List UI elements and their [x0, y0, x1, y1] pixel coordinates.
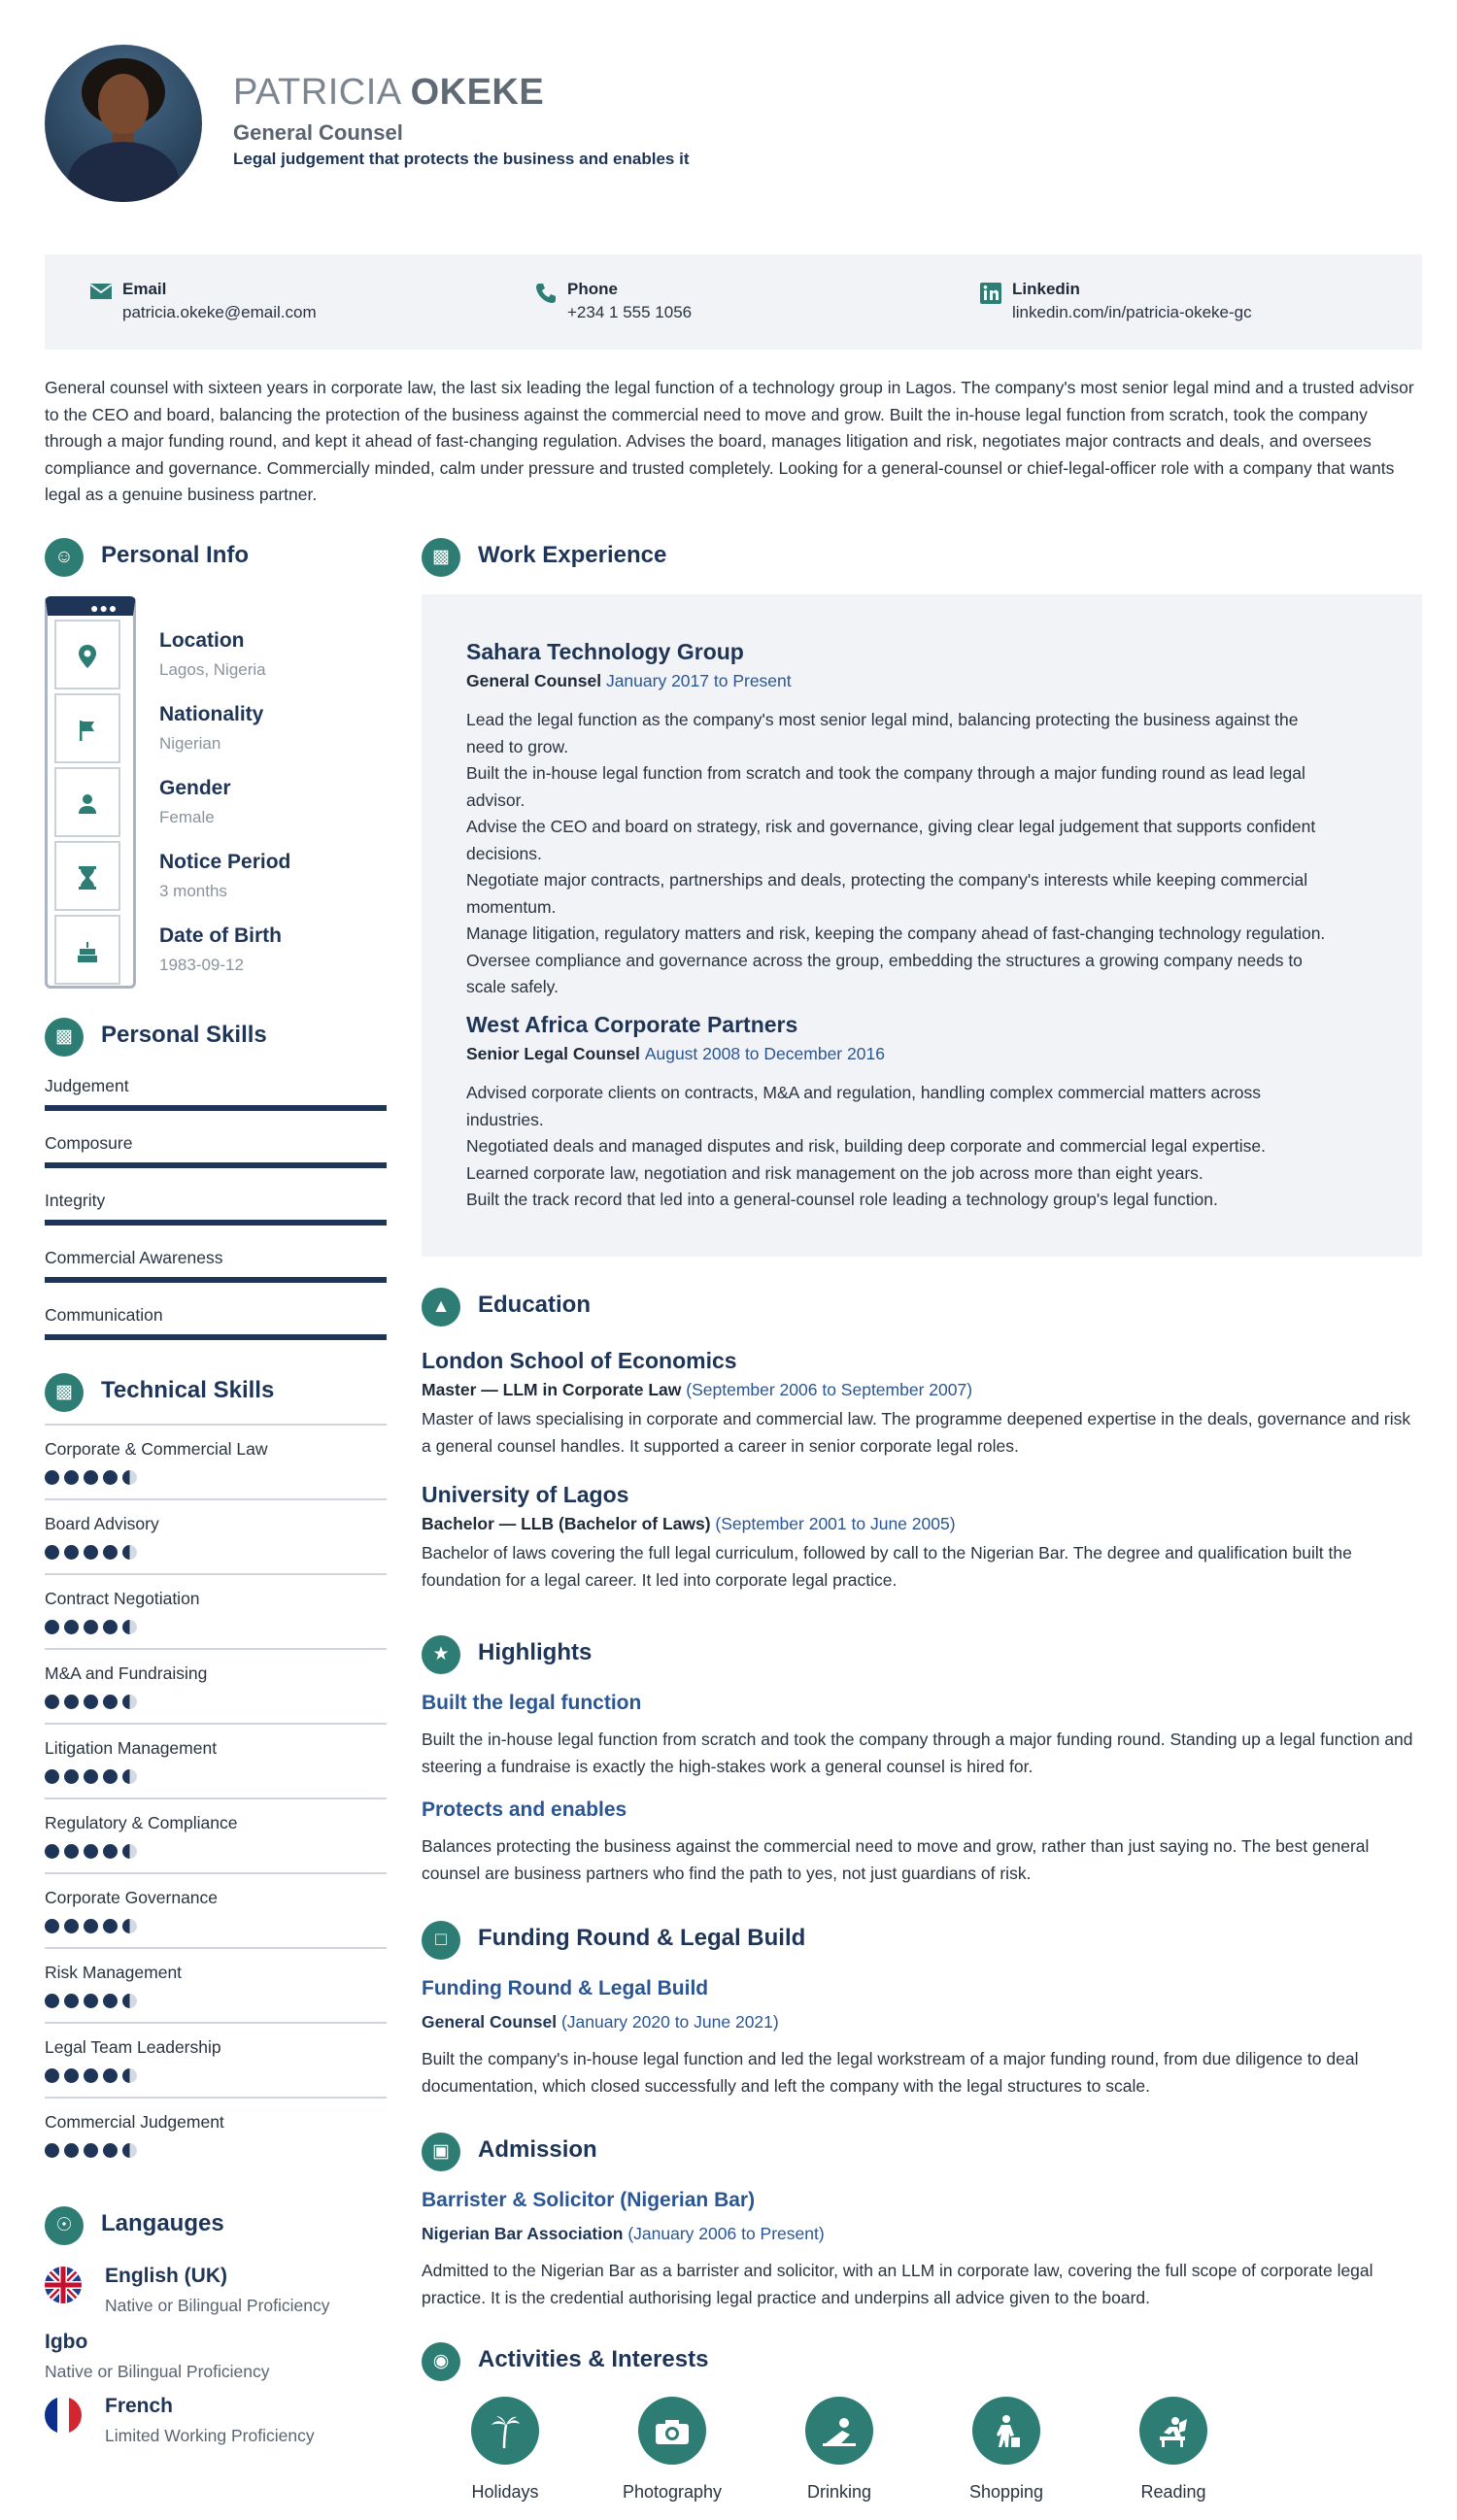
rating-dot: [103, 1620, 118, 1634]
rating-dot: [45, 1545, 59, 1560]
rating-dot: [103, 2068, 118, 2083]
profile-photo: [45, 45, 202, 202]
personal-skill-label: Judgement: [45, 1076, 129, 1095]
job-line: Advise the CEO and board on strategy, risk and governance, giving clear legal judgement that supports confident: [466, 817, 1316, 836]
highlight-protects-enables: Protects and enables Balances protecting the business against the commercial need to move and grow, rather than just saying no. The best general counsel are business partners who find the path to yes, not just guardians of risk.: [422, 1798, 1370, 1883]
rating-dot: [103, 1919, 118, 1933]
info-notice-period: Notice Period 3 months: [45, 841, 375, 915]
skill-level-fill: [45, 1220, 387, 1226]
education-lse: London School of Economics Master — LLM in Corporate Law (September 2006 to September 2007) Master of laws specialising in corporate and commercial law. The programme deepened expertise in the deals, governance and risk a general counsel handles. It supported a career in senior corporate legal roles.: [422, 1348, 1411, 1456]
job-line: Manage litigation, regulatory matters and risk, keeping the company ahead of fast-changing technology regulation.: [466, 924, 1326, 943]
rating-dot: [84, 1769, 98, 1784]
technical-skill: [45, 1947, 387, 2022]
skill-level-bar: [45, 1220, 387, 1226]
personal-skill: [45, 1248, 387, 1304]
technical-skill: [45, 1723, 387, 1798]
rating-dot: [84, 1844, 98, 1859]
technical-skill: [45, 1498, 387, 1573]
technical-skill-label: Board Advisory: [45, 1514, 159, 1533]
info-nationality: Nationality Nigerian: [45, 693, 375, 767]
job-line: scale safely.: [466, 977, 559, 996]
skill-level-bar: [45, 1105, 387, 1111]
uk-flag-icon: [45, 2267, 82, 2303]
technical-skill-label: Litigation Management: [45, 1738, 218, 1758]
personal-skill-label: Composure: [45, 1133, 133, 1153]
rating-dot: [64, 2068, 79, 2083]
personal-skill: [45, 1076, 387, 1132]
technical-skill-label: Risk Management: [45, 1963, 183, 1982]
rating-dot: [84, 1545, 98, 1560]
language-igbo: Igbo Native or Bilingual Proficiency: [45, 2331, 270, 2381]
rating-dot: [103, 1470, 118, 1485]
reading-icon: [1139, 2397, 1207, 2465]
job-line: Negotiated deals and managed disputes and risk, building deep corporate and commercial legal expertise.: [466, 1136, 1267, 1156]
flag-icon: [54, 693, 120, 763]
rating-dot: [45, 1620, 59, 1634]
rating-dot: [64, 1470, 79, 1485]
rating-dot: [45, 1769, 59, 1784]
job-line: Oversee compliance and governance across the group, embedding the structures a growing company needs to: [466, 950, 1303, 970]
personal-skill-label: Commercial Awareness: [45, 1248, 223, 1267]
rating-dot: [103, 1545, 118, 1560]
tagline: Legal judgement that protects the business and enables it: [233, 150, 690, 168]
rating-dot: [84, 1620, 98, 1634]
technical-skill: [45, 1573, 387, 1648]
id-badge-icon: ☺: [45, 538, 84, 577]
info-location: Location Lagos, Nigeria: [45, 620, 375, 693]
technical-skill-label: Commercial Judgement: [45, 2112, 224, 2132]
technical-skill-label: Corporate Governance: [45, 1888, 219, 1907]
id-card-icon: ▣: [422, 2133, 460, 2171]
phone-link[interactable]: +234 1 555 1056: [567, 303, 693, 321]
rating-dot: [84, 2143, 98, 2158]
person-icon: [54, 767, 120, 837]
skill-level-fill: [45, 1105, 387, 1111]
job-line: advisor.: [466, 790, 525, 810]
rating-dot: [64, 1919, 79, 1933]
job-sahara: Sahara Technology Group General Counsel January 2017 to Present Lead the legal function as the company's most senior legal mind, balancing protecting the business against the need to grow. Built the in-house legal function from scratch and took the company through a major funding round as lead legal advisor. Advise the CEO and board on strategy, risk and governance, giving clear legal judgement that supports confident decisions. Negotiate major contracts, partnerships and deals, protecting the company's interests while keeping commercial momentum. Manage litigation, regulatory matters and risk, keeping the company ahead of fast-changing technology regulation. Oversee compliance and governance across the group, embedding the structures a growing company needs to scale safely.: [466, 639, 1389, 1001]
phone-icon: [534, 282, 558, 305]
personal-info-list: ●●● Location Lagos, Nigeria Nationality Nigerian Gender Female Notice Period 3 months Date of Birth 1983-09-12: [45, 596, 375, 989]
rating-dot: [84, 1919, 98, 1933]
rating-dot: [45, 2143, 59, 2158]
skill-level-bar: [45, 1162, 387, 1168]
rating-dot: [103, 1769, 118, 1784]
rating-dot: [45, 1695, 59, 1709]
palm-tree-icon: [471, 2397, 539, 2465]
id-badge-icon: ▩: [45, 1018, 84, 1057]
rating-dot: [122, 2068, 137, 2083]
work-experience-panel: [422, 594, 1422, 1257]
job-line: momentum.: [466, 896, 557, 917]
personal-skill: [45, 1305, 387, 1361]
palette-icon: ◉: [422, 2342, 460, 2381]
pin-icon: [54, 620, 120, 689]
globe-icon: ☉: [45, 2206, 84, 2245]
project-funding-round: Funding Round & Legal Build General Counsel (January 2020 to June 2021) Built the company's in-house legal function and led the legal workstream of a major funding round, from due diligence to deal documentation, which closed successfully and left the company with the legal structures to scale.: [422, 1977, 1359, 2096]
cake-icon: [54, 915, 120, 985]
job-west-africa: West Africa Corporate Partners Senior Legal Counsel August 2008 to December 2016 Advised corporate clients on contracts, M&A and regulation, handling complex commercial matters across industries. Negotiated deals and managed disputes and risk, building deep corporate and commercial legal expertise. Learned corporate law, negotiation and risk management on the job across more than eight years. Built the track record that led into a general-counsel role leading a technology group's legal function.: [466, 1012, 1389, 1214]
job-title: General Counsel: [233, 120, 403, 145]
hourglass-icon: [54, 841, 120, 911]
personal-skill: [45, 1191, 387, 1247]
technical-skill-label: M&A and Fundraising: [45, 1663, 208, 1683]
rating-dot: [84, 2068, 98, 2083]
star-badge-icon: ★: [422, 1635, 460, 1674]
mail-icon: [89, 282, 113, 305]
rating-dot: [45, 2068, 59, 2083]
technical-skill: [45, 1424, 387, 1498]
email-link[interactable]: patricia.okeke@email.com: [122, 303, 317, 321]
contact-bar: Email patricia.okeke@email.com Phone +234 1 555 1056 Linkedin linkedin.com/in/patricia-okeke-gc: [45, 254, 1422, 350]
rating-dot: [45, 1844, 59, 1859]
technical-skill: [45, 2022, 387, 2097]
rating-dot: [103, 1994, 118, 2008]
rating-dot: [103, 1844, 118, 1859]
technical-skill: [45, 1648, 387, 1723]
technical-skill-label: Regulatory & Compliance: [45, 1813, 238, 1832]
technical-skill: [45, 1798, 387, 1872]
id-badge-icon: ▩: [45, 1373, 84, 1412]
job-line: Lead the legal function as the company's most senior legal mind, balancing protecting the business against the: [466, 710, 1299, 729]
rating-dot: [45, 1919, 59, 1933]
drink-icon: [805, 2397, 873, 2465]
folder-icon: □: [422, 1921, 460, 1960]
rating-dot: [64, 1620, 79, 1634]
rating-dot: [64, 1545, 79, 1560]
linkedin-link[interactable]: linkedin.com/in/patricia-okeke-gc: [1012, 303, 1252, 321]
job-line: Built the track record that led into a general-counsel role leading a technology group's legal function.: [466, 1190, 1218, 1209]
rating-dot: [84, 1695, 98, 1709]
skill-level-fill: [45, 1334, 387, 1340]
rating-dot: [103, 1695, 118, 1709]
rating-dot: [122, 1620, 137, 1634]
profile-summary: General counsel with sixteen years in corporate law, the last six leading the legal function of a technology group in Lagos. The company's most senior legal mind and a trusted advisor to the CEO and board, balancing the protection of the business against the commercial need to move and grow. Built the in-house legal function from scratch, took the company through a major funding round, and kept it ahead of fast-changing regulation. Advises the board, manages litigation and risk, negotiates major contracts and deals, and oversees compliance and governance. Commercially minded, calm under pressure and trusted completely. Looking for a general-counsel or chief-legal-officer role with a company that wants legal as a genuine business partner.: [45, 378, 1414, 504]
job-line: Learned corporate law, negotiation and risk management on the job across more than eight years.: [466, 1162, 1203, 1183]
shopping-icon: [972, 2397, 1040, 2465]
rating-dot: [45, 1470, 59, 1485]
technical-skill-label: Corporate & Commercial Law: [45, 1439, 268, 1459]
rating-dot: [122, 1844, 137, 1859]
rating-dot: [122, 1994, 137, 2008]
technical-skill-label: Legal Team Leadership: [45, 2037, 221, 2057]
rating-dot: [122, 1769, 137, 1784]
rating-dot: [122, 2143, 137, 2158]
highlight-legal-function: Built the legal function Built the in-house legal function from scratch and took the company through a major funding round. Standing up a legal function and steering a fundraise is exactly the high-stakes work a general counsel is hired for.: [422, 1692, 1413, 1776]
rating-dot: [122, 1470, 137, 1485]
full-name: PATRICIA OKEKE: [233, 72, 545, 113]
technical-skill-label: Contract Negotiation: [45, 1589, 200, 1608]
rating-dot: [64, 1844, 79, 1859]
rating-dot: [84, 1470, 98, 1485]
job-line: Built the in-house legal function from scratch and took the company through a major funding round as lead legal: [466, 763, 1305, 783]
linkedin-icon: [979, 282, 1002, 305]
job-line: Advised corporate clients on contracts, M&A and regulation, handling complex commercial matters across: [466, 1083, 1262, 1102]
resume-header: [45, 45, 1405, 205]
language-english: English (UK) Native or Bilingual Proficiency: [45, 2265, 387, 2327]
skill-level-fill: [45, 1162, 387, 1168]
language-french: French Limited Working Proficiency: [45, 2395, 387, 2453]
briefcase-icon: ▩: [422, 538, 460, 577]
skill-level-bar: [45, 1277, 387, 1283]
rating-dot: [64, 1769, 79, 1784]
rating-dot: [45, 1994, 59, 2008]
france-flag-icon: [45, 2397, 82, 2434]
education-unilag: University of Lagos Bachelor — LLB (Bachelor of Laws) (September 2001 to June 2005) Bachelor of laws covering the full legal curriculum, followed by call to the Nigerian Bar. The degree and qualification built the foundation for a legal career. It led into corporate legal practice.: [422, 1482, 1352, 1590]
rating-dot: [103, 2143, 118, 2158]
personal-skill: [45, 1133, 387, 1190]
info-date-of-birth: Date of Birth 1983-09-12: [45, 915, 375, 989]
rating-dot: [122, 1545, 137, 1560]
rating-dot: [122, 1695, 137, 1709]
job-line: industries.: [466, 1109, 544, 1129]
skill-level-bar: [45, 1334, 387, 1340]
technical-skill: [45, 2097, 387, 2171]
job-line: Negotiate major contracts, partnerships and deals, protecting the company's interests while keeping commercial: [466, 870, 1308, 890]
rating-dot: [64, 2143, 79, 2158]
rating-dot: [122, 1919, 137, 1933]
skill-level-fill: [45, 1277, 387, 1283]
job-line: decisions.: [466, 843, 542, 863]
rating-dot: [64, 1994, 79, 2008]
camera-icon: [638, 2397, 706, 2465]
admission-nigerian-bar: Barrister & Solicitor (Nigerian Bar) Nigerian Bar Association (January 2006 to Present) Admitted to the Nigerian Bar as a barrister and solicitor, with an LLM in corporate law, covering the full scope of corporate legal practice. It is the credential authorising legal practice and underpins all advice given to the board.: [422, 2189, 1373, 2307]
graduation-cap-icon: ▲: [422, 1288, 460, 1327]
info-gender: Gender Female: [45, 767, 375, 841]
job-line: need to grow.: [466, 736, 569, 756]
rating-dot: [84, 1994, 98, 2008]
technical-skill: [45, 1872, 387, 1947]
personal-skill-label: Communication: [45, 1305, 163, 1325]
personal-skill-label: Integrity: [45, 1191, 106, 1210]
rating-dot: [64, 1695, 79, 1709]
